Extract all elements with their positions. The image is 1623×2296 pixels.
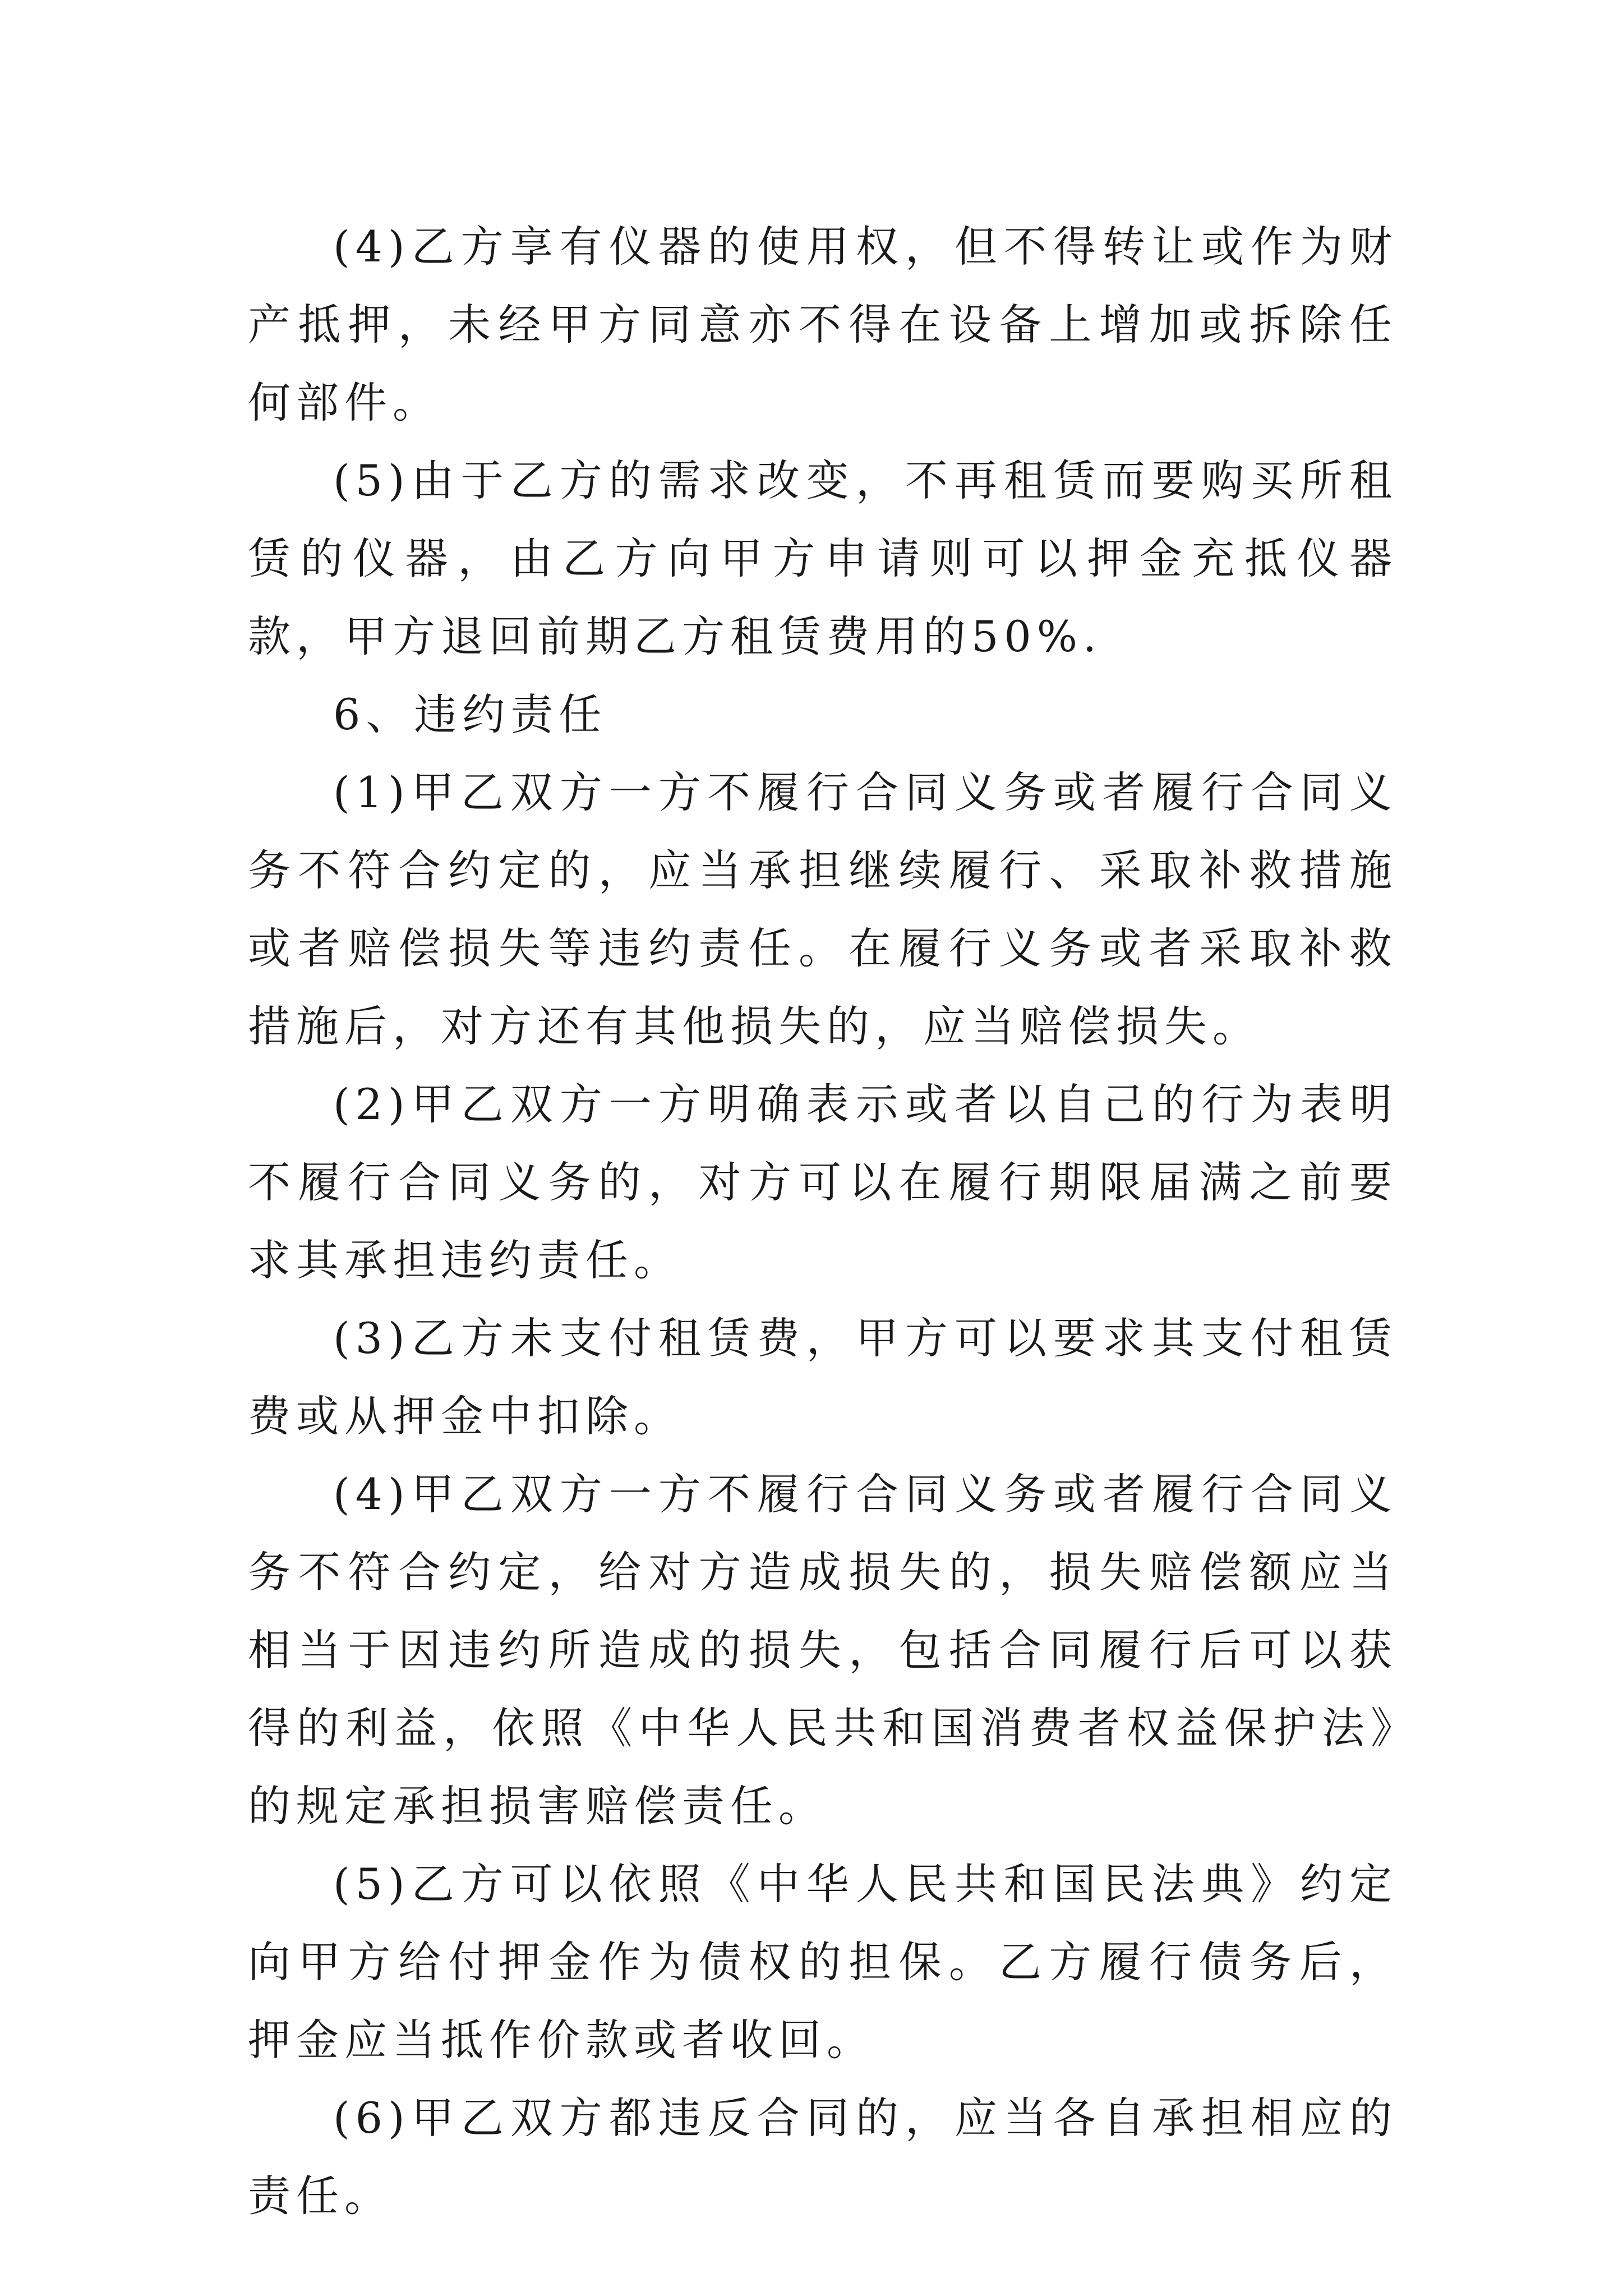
paragraph-4-usage-rights: (4)乙方享有仪器的使用权，但不得转让或作为财产抵押，未经甲方同意亦不得在设备上增加或拆除任何部件。	[248, 222, 1398, 427]
section-heading-breach-liability: 6、违约责任	[333, 689, 607, 739]
paragraph-breach-4: (4)甲乙双方一方不履行合同义务或者履行合同义务不符合约定，给对方造成损失的，损失赔偿额应当相当于因违约所造成的损失，包括合同履行后可以获得的利益，依照《中华人民共和国消费者权益保护法》的规定承担损害赔偿责任。	[248, 1469, 1398, 1831]
paragraph-breach-5: (5)乙方可以依照《中华人民共和国民法典》约定向甲方给付押金作为债权的担保。乙方履行债务后，押金应当抵作价款或者收回。	[248, 1859, 1398, 2065]
document-body	[248, 208, 1398, 2235]
paragraph-breach-2: (2)甲乙双方一方明确表示或者以自己的行为表明不履行合同义务的，对方可以在履行期限届满之前要求其承担违约责任。	[248, 1079, 1398, 1285]
paragraph-breach-3: (3)乙方未支付租赁费，甲方可以要求其支付租赁费或从押金中扣除。	[248, 1313, 1398, 1441]
paragraph-5-purchase-option: (5)由于乙方的需求改变，不再租赁而要购买所租赁的仪器，由乙方向甲方申请则可以押金充抵仪器款，甲方退回前期乙方租赁费用的50%.	[248, 455, 1398, 661]
paragraph-breach-6: (6)甲乙双方都违反合同的，应当各自承担相应的责任。	[248, 2093, 1398, 2221]
paragraph-breach-1: (1)甲乙双方一方不履行合同义务或者履行合同义务不符合约定的，应当承担继续履行、采取补救措施或者赔偿损失等违约责任。在履行义务或者采取补救措施后，对方还有其他损失的，应当赔偿损失。	[248, 767, 1398, 1051]
